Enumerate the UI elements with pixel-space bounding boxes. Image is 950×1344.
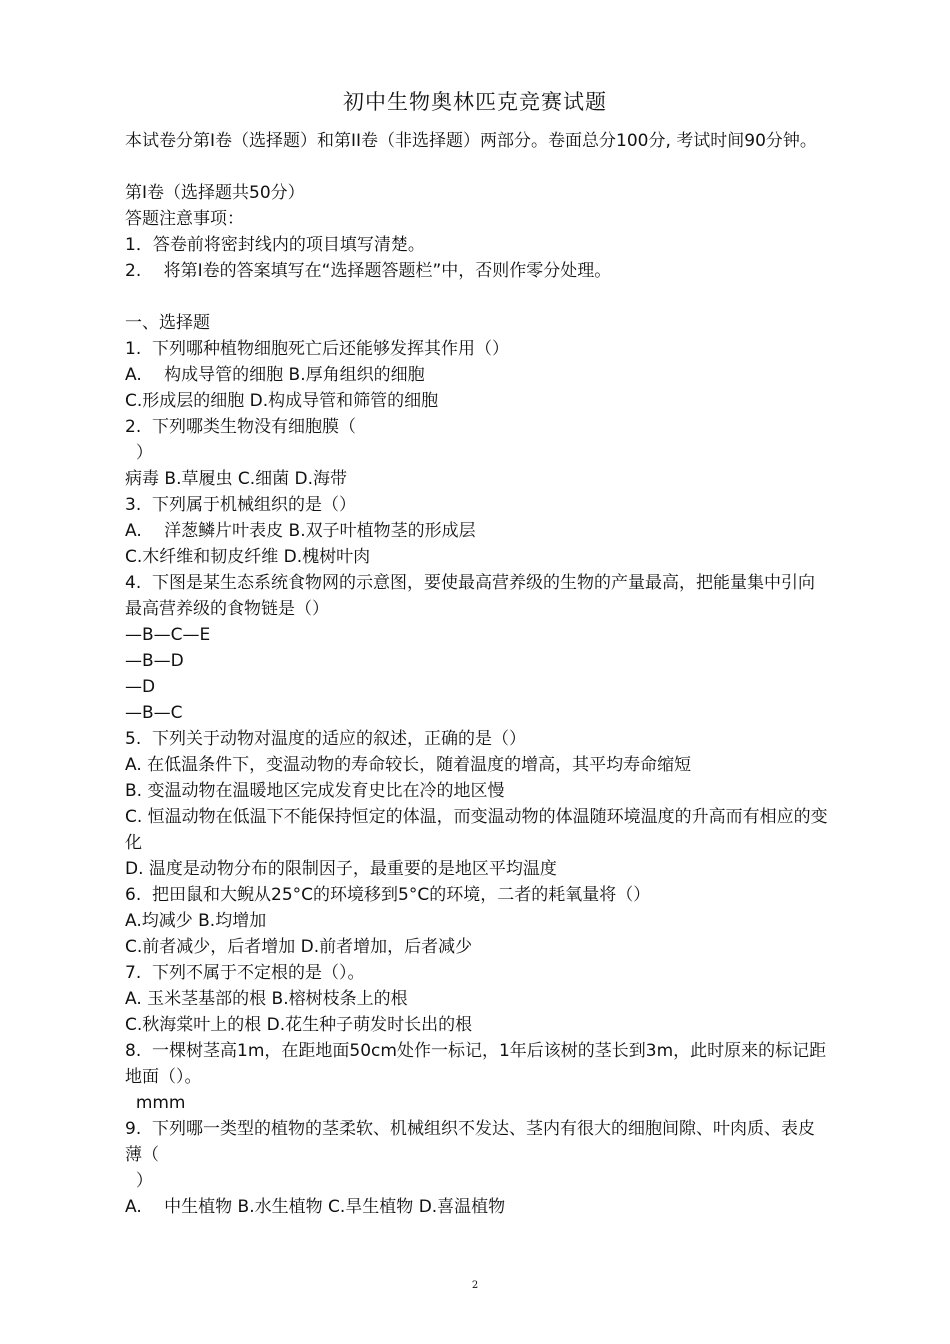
page-number: 2 bbox=[471, 1280, 479, 1291]
question-option: A. 洋葱鳞片叶表皮 B.双子叶植物茎的形成层 bbox=[125, 521, 476, 541]
question-stem: 8. 一棵树茎高1m，在距地面50cm处作一标记，1年后该树的茎长到3m，此时原来的标记距地面（）。 bbox=[125, 1041, 827, 1087]
question-units: mmm bbox=[125, 1093, 186, 1113]
question-stem: 9. 下列哪一类型的植物的茎柔软、机械组织不发达、茎内有很大的细胞间隙、叶肉质、表皮薄（ bbox=[125, 1119, 816, 1165]
part-heading: 一、选择题 bbox=[125, 313, 210, 333]
question-stem: 2. 下列哪类生物没有细胞膜（ bbox=[125, 417, 357, 437]
food-chain-option: —B—C—E bbox=[125, 625, 211, 645]
intro-text: 本试卷分第I卷（选择题）和第II卷（非选择题）两部分。卷面总分100分, 考试时间90分钟。 bbox=[125, 131, 817, 151]
question-stem: 1. 下列哪种植物细胞死亡后还能够发挥其作用（） bbox=[125, 339, 510, 359]
question-stem: 6. 把田鼠和大鲵从25°C的环境移到5°C的环境，二者的耗氧量将（） bbox=[125, 885, 651, 905]
food-chain-option: —D bbox=[125, 677, 156, 697]
question-paren: ） bbox=[125, 1171, 153, 1191]
question-stem: 4. 下图是某生态系统食物网的示意图，要使最高营养级的生物的产量最高，把能量集中引向最高营养级的食物链是（） bbox=[125, 573, 816, 619]
question-option: A. 在低温条件下，变温动物的寿命较长，随着温度的增高，其平均寿命缩短 bbox=[125, 755, 692, 775]
question-stem: 3. 下列属于机械组织的是（） bbox=[125, 495, 357, 515]
question-option: C. 恒温动物在低温下不能保持恒定的体温，而变温动物的体温随环境温度的升高而有相应的变化 bbox=[125, 807, 828, 853]
notes-title: 答题注意事项： bbox=[125, 209, 244, 229]
food-chain-option: —B—D bbox=[125, 651, 184, 671]
question-stem: 7. 下列不属于不定根的是（）。 bbox=[125, 963, 365, 983]
question-option: C.前者减少，后者增加 D.前者增加，后者减少 bbox=[125, 937, 473, 957]
question-option: B. 变温动物在温暖地区完成发育史比在冷的地区慢 bbox=[125, 781, 505, 801]
exam-body bbox=[125, 128, 830, 1220]
question-option: C.木纤维和韧皮纤维 D.槐树叶肉 bbox=[125, 547, 371, 567]
page-title: 初中生物奥林匹克竞赛试题 bbox=[343, 90, 607, 114]
question-option: A.均减少 B.均增加 bbox=[125, 911, 267, 931]
question-option: A. 中生植物 B.水生植物 C.旱生植物 D.喜温植物 bbox=[125, 1197, 506, 1217]
question-option: D. 温度是动物分布的限制因子，最重要的是地区平均温度 bbox=[125, 859, 557, 879]
note-item: 1．答卷前将密封线内的项目填写清楚。 bbox=[125, 235, 425, 255]
question-option: A. 构成导管的细胞 B.厚角组织的细胞 bbox=[125, 365, 425, 385]
question-option: C.秋海棠叶上的根 D.花生种子萌发时长出的根 bbox=[125, 1015, 473, 1035]
question-option: 病毒 B.草履虫 C.细菌 D.海带 bbox=[125, 469, 348, 489]
question-stem: 5. 下列关于动物对温度的适应的叙述，正确的是（） bbox=[125, 729, 527, 749]
question-option: C.形成层的细胞 D.构成导管和筛管的细胞 bbox=[125, 391, 439, 411]
food-chain-option: —B—C bbox=[125, 703, 183, 723]
note-item: 2. 将第I卷的答案填写在“选择题答题栏”中，否则作零分处理。 bbox=[125, 261, 612, 281]
question-paren: ） bbox=[125, 443, 153, 463]
section-heading: 第I卷（选择题共50分） bbox=[125, 183, 305, 203]
question-option: A. 玉米茎基部的根 B.榕树枝条上的根 bbox=[125, 989, 408, 1009]
